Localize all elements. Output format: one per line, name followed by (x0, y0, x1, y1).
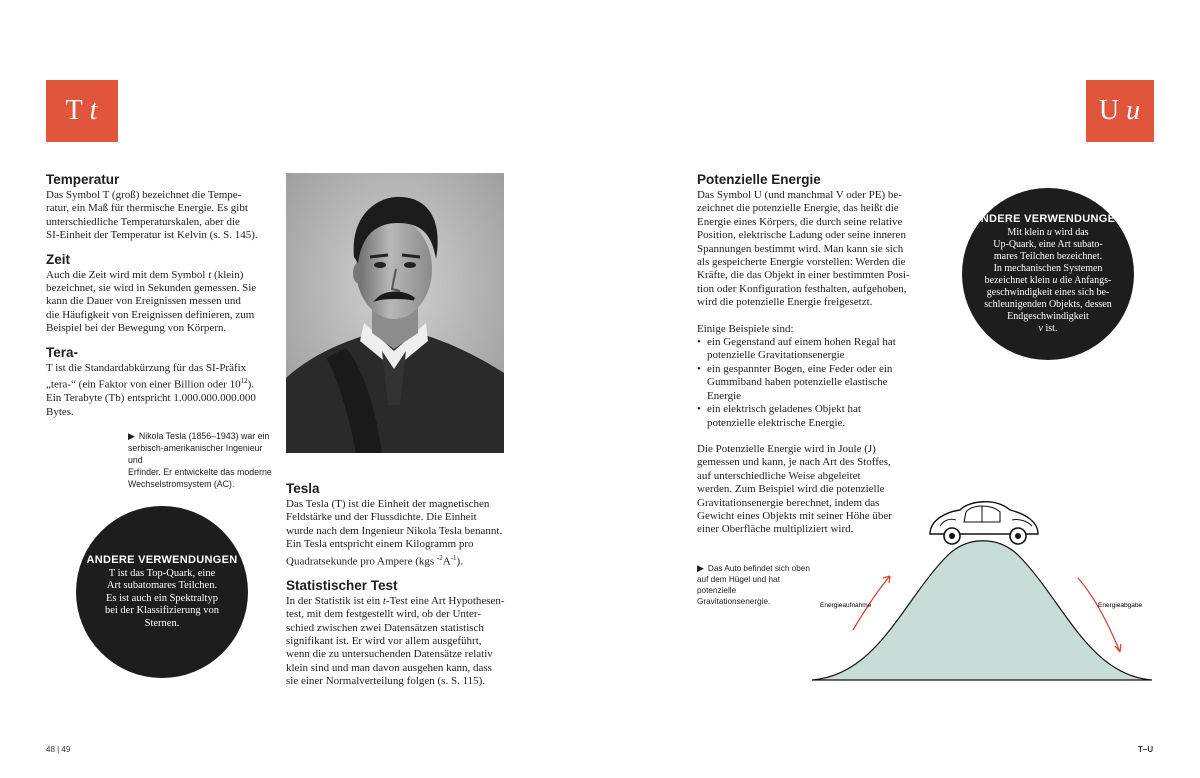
circle-title: ANDERE VERWENDUNGEN (86, 553, 238, 566)
text-line: T ist die Standardabkürzung für das SI-Präfix (46, 361, 247, 374)
car-caption (697, 563, 817, 607)
car-icon (930, 502, 1038, 544)
text-line: Auch die Zeit wird mit dem Symbol (46, 268, 209, 281)
text-line: kann die Dauer von Ereignissen messen und (46, 295, 241, 308)
section-zeit (46, 252, 268, 336)
circle-line: Endgeschwindigkeit (1007, 311, 1089, 322)
section-heading: Temperatur (46, 172, 120, 187)
text-fragment: ist. (1042, 323, 1058, 334)
section-heading: Zeit (46, 251, 71, 267)
circle-line: bei der Klassifizierung von (104, 605, 219, 617)
text-line: wurde nach dem Ingenieur Nikola Tesla benannt. (286, 524, 503, 537)
text-fragment: die Anfangs- (1057, 275, 1112, 286)
letter-tab-u (1086, 80, 1154, 142)
circle-line: bezeichnet klein (984, 275, 1053, 286)
superscript: 12 (240, 377, 248, 386)
text-line: unterschiedliche Temperaturskalen, aber die (46, 215, 240, 228)
text-line: Kräfte, die das Objekt in einer bestimmten Posi- (697, 269, 910, 282)
text-line: die Häufigkeit von Ereignissen definieren, zum (46, 308, 255, 321)
caption-line: Erfinder. Er entwickelte das moderne (128, 467, 272, 477)
left-column (46, 172, 268, 419)
text-line: wird die potenzielle Energie freigesetzt. (697, 296, 873, 309)
circle-line: Up-Quark, eine Art subato- (993, 239, 1103, 250)
circle-line: In mechanischen Systemen (993, 263, 1103, 274)
list-item (707, 363, 925, 403)
text-line: SI-Einheit der Temperatur ist Kelvin (s. S. 145). (46, 229, 258, 242)
text-fragment: (klein) (211, 268, 244, 281)
other-uses-circle-u (962, 188, 1134, 360)
section-tesla (286, 481, 511, 569)
caption-line: auf dem Hügel und hat potenzielle (697, 575, 780, 595)
section-tera (46, 345, 268, 419)
text-line: werden. Zum Beispiel wird die potenzielle (697, 483, 885, 496)
caption-marker: ▶ (128, 431, 135, 441)
circle-body (105, 568, 219, 630)
italic-symbol: t (208, 268, 212, 281)
text-line: auf unterschiedliche Weise abgeleitet (697, 469, 861, 482)
tab-letter-lower: u (1126, 95, 1142, 126)
text-line: In der Statistik ist ein (286, 594, 383, 607)
caption-marker: ▶ (697, 563, 704, 573)
section-body (697, 189, 925, 310)
text-line: Bytes. (46, 405, 74, 418)
text-line: Gravitationsenergie berechnet, indem das (697, 496, 880, 509)
hill-car-illustration (808, 480, 1158, 685)
text-line: Gewicht eines Objekts mit seiner Höhe über (697, 509, 892, 522)
text-line: Feldstärke und der Flussdichte. Die Einheit (286, 511, 477, 524)
text-line: ein gespannter Bogen, eine Feder oder ein (707, 362, 893, 375)
text-line: „tera-“ (ein Faktor von einer Billion oder 10 (46, 378, 241, 391)
text-line: Das Symbol T (groß) bezeichnet die Tempe- (46, 189, 242, 201)
section-heading: Tesla (286, 481, 320, 496)
text-fragment: ). (247, 378, 254, 391)
list-item (707, 403, 925, 430)
text-line: schied zwischen zwei Datensätzen statistisch (286, 621, 484, 634)
text-line: ein elektrisch geladenes Objekt hat (707, 403, 861, 416)
circle-body (984, 227, 1111, 335)
page-number-left: 48 | 49 (46, 745, 71, 754)
list-item (707, 336, 925, 363)
text-line: Gummiband haben potenzielle elastische (707, 376, 888, 389)
circle-line: Sternen. (144, 617, 180, 629)
section-statistischer-test (286, 578, 511, 689)
superscript: -1 (450, 553, 457, 562)
text-fragment: A (442, 555, 451, 568)
text-line: Ein Terabyte (Tb) entspricht 1.000.000.000.000 (46, 392, 256, 405)
italic-symbol: v (1038, 323, 1043, 334)
text-line: Die Potenzielle Energie wird in Joule (J) (697, 442, 876, 455)
text-line: sie einer Normalverteilung folgen (s. S. 115). (286, 675, 486, 688)
text-line: zeichnet die potenzielle Energie, das heißt die (697, 202, 899, 215)
section-body (46, 269, 268, 336)
italic-symbol: u (1052, 275, 1058, 286)
text-fragment: ). (456, 555, 463, 568)
text-line: Energie (707, 389, 742, 402)
text-line: potenzielle Gravitationsenergie (707, 349, 845, 362)
text-fragment: wird das (1051, 227, 1089, 238)
text-line: Beispiel bei der Bewegung von Körpern. (46, 322, 227, 335)
section-heading: Potenzielle Energie (697, 172, 821, 187)
other-uses-circle-t (76, 506, 248, 678)
label-energieabgabe: Energieabgabe (1098, 602, 1143, 609)
text-line: gemessen und kann, je nach Art des Stoffes, (697, 456, 891, 469)
text-line: tion oder Konfiguration festhalten, aufgehoben, (697, 282, 907, 295)
tab-letter-upper: T (65, 95, 84, 126)
circle-line: Mit klein (1007, 227, 1047, 238)
circle-line: T ist das Top-Quark, eine (108, 567, 216, 579)
caption-line: Das Auto befindet sich oben (707, 564, 810, 573)
text-fragment: -Test eine Art Hypothesen- (385, 594, 505, 607)
section-temperatur (46, 172, 268, 243)
text-line: signifikant ist. Er wird vor allem ausgeführt, (286, 634, 482, 647)
caption-line: serbisch-amerikanischer Ingenieur und (128, 443, 263, 465)
label-energieaufnahme: Energieaufnahme (820, 602, 872, 609)
text-line: Ein Tesla entspricht einem Kilogramm pro (286, 538, 474, 551)
tab-letter-upper: U (1098, 95, 1121, 126)
text-line: ein Gegenstand auf einem hohen Regal hat (707, 336, 896, 349)
text-line: einer Oberfläche multipliziert wird. (697, 523, 854, 536)
text-line: Das Symbol U (und manchmal V oder PE) be- (697, 189, 902, 201)
text-line: test, mit dem festgestellt wird, ob der Unter- (286, 608, 481, 621)
text-line: Spannungen bestimmt wird. Man kann sie sich (697, 242, 904, 255)
text-line: als gespeicherte Energie vorstellen: Werden die (697, 256, 906, 269)
text-line: bezeichnet, sie wird in Sekunden gemessen. Sie (46, 282, 257, 295)
examples-list (697, 336, 925, 430)
hill-shape (812, 541, 1152, 680)
superscript: -2 (436, 553, 443, 562)
examples-intro: Einige Beispiele sind: (697, 322, 794, 335)
text-line: Position, elektrische Ladung oder seine inneren (697, 229, 906, 242)
middle-column (286, 481, 511, 689)
section-body (286, 498, 511, 569)
italic-symbol: u (1046, 227, 1052, 238)
tab-letter-lower: t (89, 95, 99, 126)
section-body (46, 362, 268, 419)
caption-line: Wechselstromsystem (AC). (128, 479, 235, 489)
caption-line: Nikola Tesla (1856–1943) war ein (138, 431, 270, 441)
circle-line: Es ist auch ein Spektraltyp (106, 592, 218, 604)
circle-title: ANDERE VERWENDUNGEN (972, 213, 1124, 225)
text-line: klein sind und man davon ausgehen kann, dass (286, 661, 492, 674)
circle-line: geschwindigkeit eines sich be- (986, 287, 1110, 298)
caption-line: Gravitationsenergie. (697, 597, 771, 606)
section-heading: Tera- (46, 344, 79, 360)
letter-tab-t (46, 80, 118, 142)
text-line: ratur, ein Maß für thermische Energie. Es gibt (46, 202, 248, 215)
text-line: Das Tesla (T) ist die Einheit der magnetischen (286, 498, 490, 510)
circle-line: mares Teilchen bezeichnet. (993, 251, 1103, 262)
page-section-right: T–U (1138, 745, 1154, 754)
tesla-photo-caption (128, 430, 278, 490)
text-line: potenzielle elektrische Energie. (707, 416, 846, 429)
section-heading: Statistischer Test (286, 577, 398, 593)
section-body (286, 595, 511, 689)
section-body (46, 189, 268, 243)
italic-symbol: t (382, 594, 386, 607)
circle-line: schleunigenden Objekts, dessen (984, 299, 1112, 310)
nikola-tesla-portrait (286, 173, 504, 453)
text-line: Quadratsekunde pro Ampere (kgs (286, 555, 437, 568)
circle-line: Art subatomares Teilchen. (106, 580, 218, 592)
text-line: Energie eines Körpers, die durch seine relative (697, 215, 903, 228)
text-line: wenn die zu untersuchenden Datensätze relativ (286, 648, 493, 661)
